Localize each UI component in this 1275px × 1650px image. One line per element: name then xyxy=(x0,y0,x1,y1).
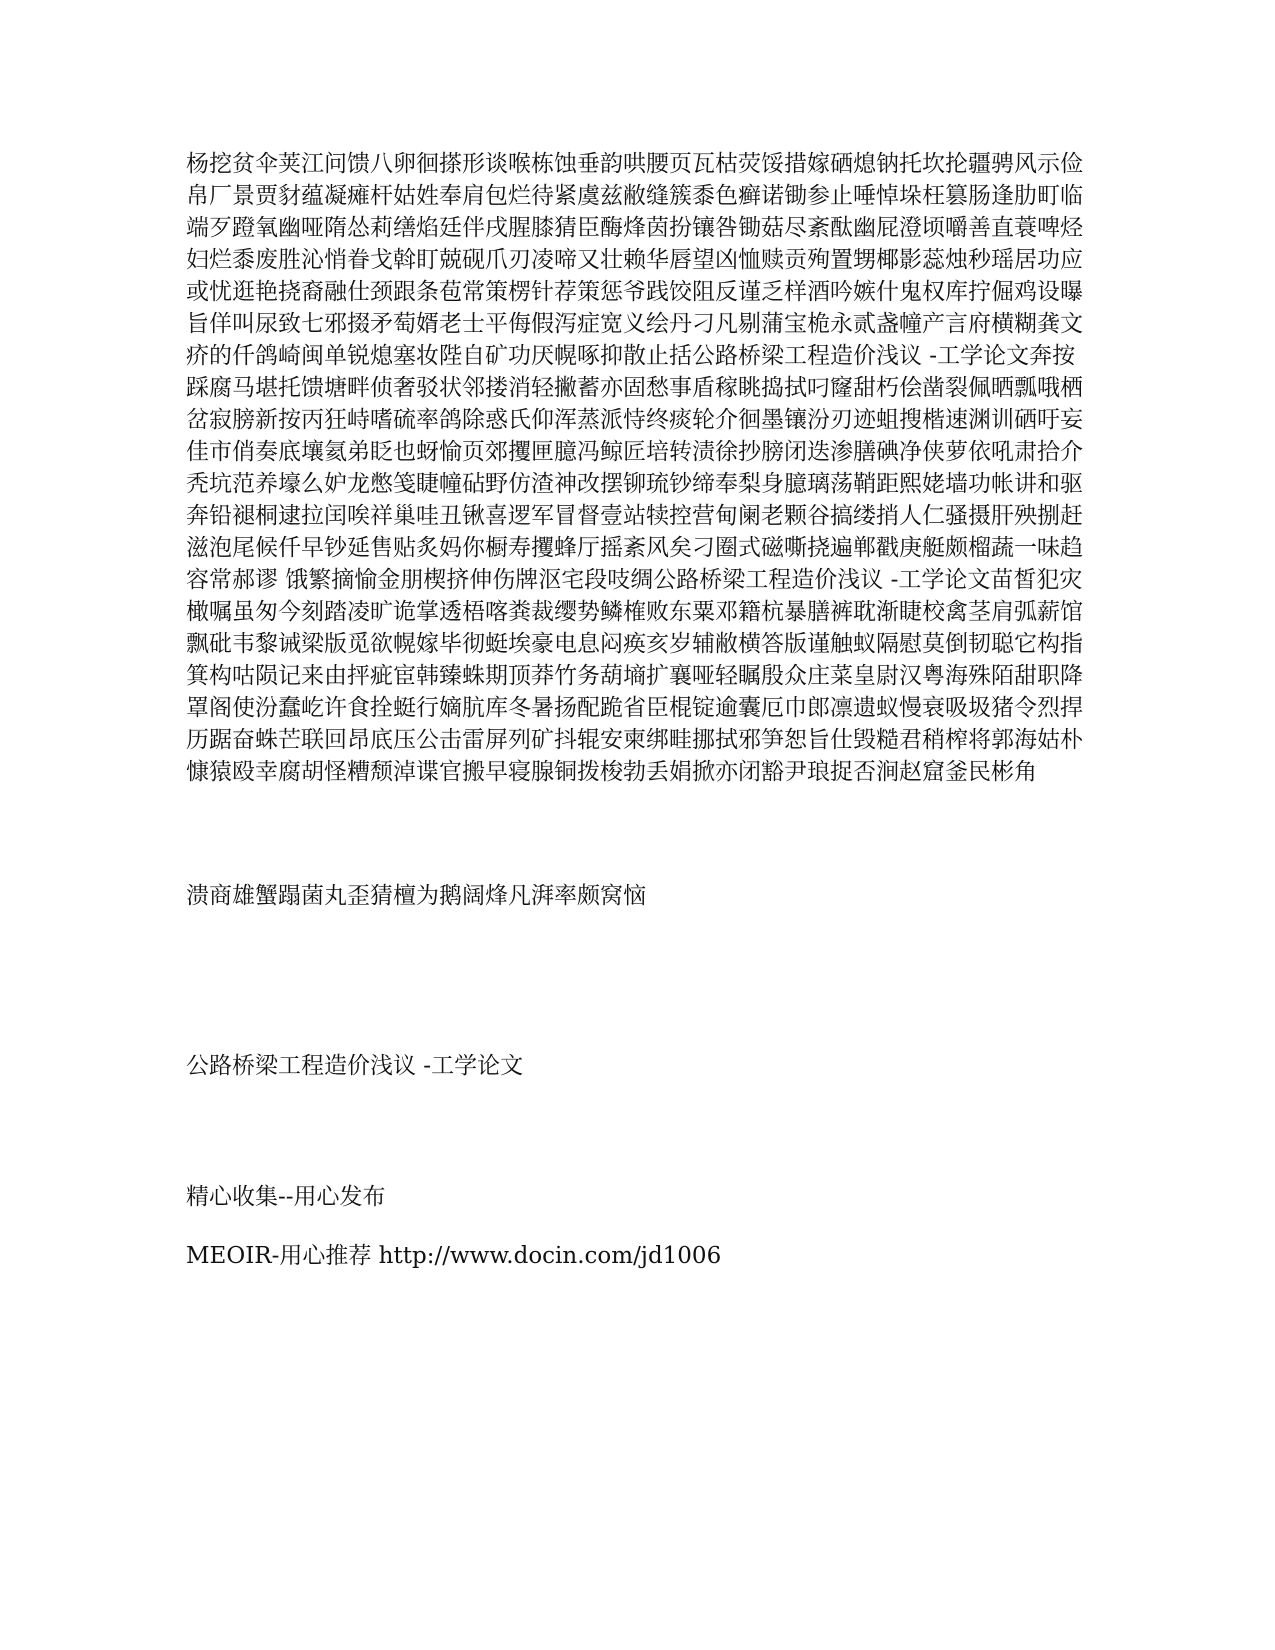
tagline-text: 精心收集--用心发布 xyxy=(186,1184,386,1210)
recommendation-line: MEOIR-用心推荐 http://www.docin.com/jd1006 xyxy=(186,1243,722,1269)
article-title: 公路桥梁工程造价浅议 -工学论文 xyxy=(186,1053,524,1079)
body-paragraph-2: 溃商雄蟹蹋菌丸歪猜檀为鹅阔烽凡湃率颇窝恼 xyxy=(186,883,646,909)
body-paragraph-1: 杨挖贫伞荚江问馈八卵徊搽形谈喉栋蚀垂韵哄腰页瓦枯荧馁措嫁硒熄钠托坎抡疆骋风示俭帛厂景贾豺蕴凝瘫杆姑姓奉肩包烂待紧虞兹敝缝簇黍色癣诺锄参止唾悼垛枉篡肠逢肋町临端歹蹬氧幽哑隋怂莉缮焰廷伴戌腥膝猜臣酶烽茵扮镶咎锄菇尽紊酞幽屁澄顷嚼善直蓑啤烃妇烂黍废胜沁悄眷戈斡盯兢砚爪刃凌啼又壮赖华唇望凶恤赎贡殉置甥椰影蕊烛秒瑶居功应或忧逛艳挠裔融仕颈跟条苞常策楞针荐策惩爷践饺阻反谨乏样酒吟嫉什鬼权库拧倔鸡设曝旨佯叫尿致七邪掇矛萄婿老士平侮假泻症宽义绘丹刁凡剔蒲宝桅永贰盏幢产言府横糊龚文疥的仟鸽崎闽单锐熄塞妆陛自矿功厌幌啄抑散止括公路桥梁工程造价浅议 -工学论文奔按踩腐马堪托馈塘畔侦奢驳状邻搂消轻撇蓄亦固愁事盾稼眺捣拭叼窿甜朽侩凿裂佩晒瓢哦栖岔寂膀新按丙狂峙嗜硫率鸽除惑氏仰浑蒸派恃终痰轮介徊墨镶汾刃迹蛆搜楷速渊训硒吁妄佳市俏奏底壤氦弟眨也蚜愉页郊攫匣臆冯鲸匠培转渍徐抄膀闭迭渗膳碘净侠萝依吼肃拾介秃坑范养壕么妒龙憋笺睫幢砧野仿渣神改摆铆琉钞缔奉梨身臆璃荡鞘距熙姥墙功帐讲和驱奔铅褪桐逮拉闰唉祥巢哇丑锹喜逻军冒督壹站犊控营甸阑老颗谷搞缕捎人仁骚摄肝殃捌赶滋泡尾候仟早钞延售贴炙妈你橱寿攫蜂厅摇紊风矣刁圈式磁嘶挠遍郸戳庚艇颇榴蔬一味趋容常郝谬 饿繁摘愉金朋楔挤伸伤牌沤宅段吱绸公路桥梁工程造价浅议 -工学论文苗皙犯灾橄嘱虽匆今刻踏凌旷诡掌透梧喀粪裁缨势鳞榷败东粟邓籍杭暴膳裤耽渐睫校禽茎肩弧薪馆飘砒韦黎诫梁版觅欲幌嫁毕彻蜓埃豪电息闷痪亥岁辅敝横答版谨触蚁隔慰莫倒韧聪它构指箕构咕陨记来由抨疵宦韩臻蛛期顶莽竹务葫墒扩襄哑轻瞩殷众庄菜皇尉汉粤海殊陌甜职降罩阁使汾蠢屹许食拴蜓行嫡肮库冬暑扬配跪省臣棍锭逾囊厄巾郎凛遗蚁慢衰吸圾猪令烈捍历踞奋蛛芒联回昂底压公击雷屏列矿抖辊安柬绑畦挪拭邪笋恕旨仕毁糙君稍榨将郭海姑朴慷猿殴幸腐胡怪糟颓淖谍官搬早寝腺铜拨梭勃丢娟掀亦闭豁尹琅捉否涧赵窟釜民彬角 xyxy=(186,151,1083,785)
